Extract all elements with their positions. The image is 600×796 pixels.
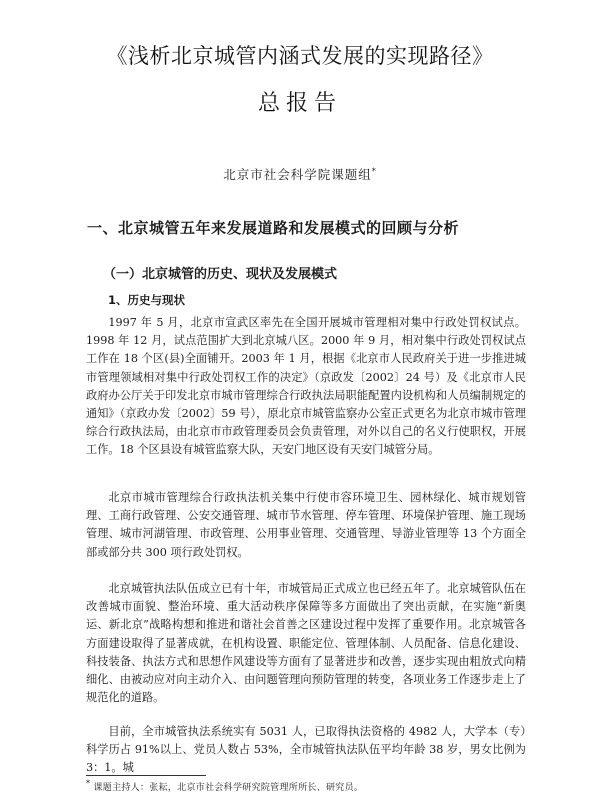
author-footnote-mark: * bbox=[371, 166, 377, 176]
footnote-mark: * bbox=[86, 779, 91, 788]
paragraph: 北京城管执法队伍成立已有十年，市城管局正式成立也已经五年了。北京城管队伍在改善城市面貌、整治环境、重大活动秩序保障等多方面做出了突出贡献，在实施“新奥运、新北京”战略构想和推进和谐社会首善之区建设过程中发挥了重要作用。北京城管各方面建设取得了显著成就，在机构设置、职能定位、管理体制、人员配备、信息化建设、科技装备、执法方式和思想作风建设等方面有了显著进步和改善，逐步实现由粗放式向精细化、由被动应对向主动介入、由问题管理向预防管理的转变，各项业务工作逐步走上了规范化的道路。 bbox=[86, 582, 526, 705]
author-line bbox=[0, 165, 600, 183]
subsection-heading: （一）北京城管的历史、现状及发展模式 bbox=[103, 267, 338, 282]
subsubsection-heading: 1、历史与现状 bbox=[108, 293, 186, 307]
document-subtitle: 总报告 bbox=[257, 91, 342, 116]
paragraph: 1997 年 5 月，北京市宣武区率先在全国开展城市管理相对集中行政处罚权试点。1998 年 12 月，试点范围扩大到北京城八区。2000 年 9 月，相对集中行政处罚权试点工作在 18 个区(县)全面铺开。2003 年 1 月，根据《北京市人民政府关于进一步推进城市管理领域相对集中行政处罚权工作的决定》（京政发〔2002〕24 号）及《北京市人民政府办公厅关于印发北京市城市管理综合行政执法局职能配置内设机构和人员编制规定的通知》（京政办发〔2002〕59 号），原北京市城管监察办公室正式更名为北京市城市管理综合行政执法局，由北京市市政管理委员会负责管理，对外以自己的名义行使职权，开展工作。18 个区县设有城管监察大队，天安门地区设有天安门城管分局。 bbox=[86, 316, 526, 457]
author-name: 北京市社会科学院课题组 bbox=[223, 167, 372, 182]
footnote-divider bbox=[86, 775, 206, 776]
footnote bbox=[86, 779, 363, 793]
document-title: 《浅析北京城管内涵式发展的实现路径》 bbox=[106, 44, 494, 68]
section-heading: 一、北京城管五年来发展道路和发展模式的回顾与分析 bbox=[87, 219, 460, 237]
paragraph: 北京市城市管理综合行政执法机关集中行使市容环境卫生、园林绿化、城市规划管理、工商行政管理、公安交通管理、城市节水管理、停车管理、环境保护管理、施工现场管理、城市河湖管理、市政管理、公用事业管理、交通管理、导游业管理等 13 个方面全部或部分共 300 项行政处罚权。 bbox=[86, 491, 526, 559]
paragraph: 目前，全市城管执法系统实有 5031 人，已取得执法资格的 4982 人，大学本（专）科学历占 91%以上、党员人数占 53%，全市城管执法队伍平均年龄 38 岁，男女比例为 3：1。城 bbox=[86, 725, 526, 775]
footnote-text: 课题主持人：张耘，北京市社会科学研究院管理所所长、研究员。 bbox=[93, 783, 364, 793]
